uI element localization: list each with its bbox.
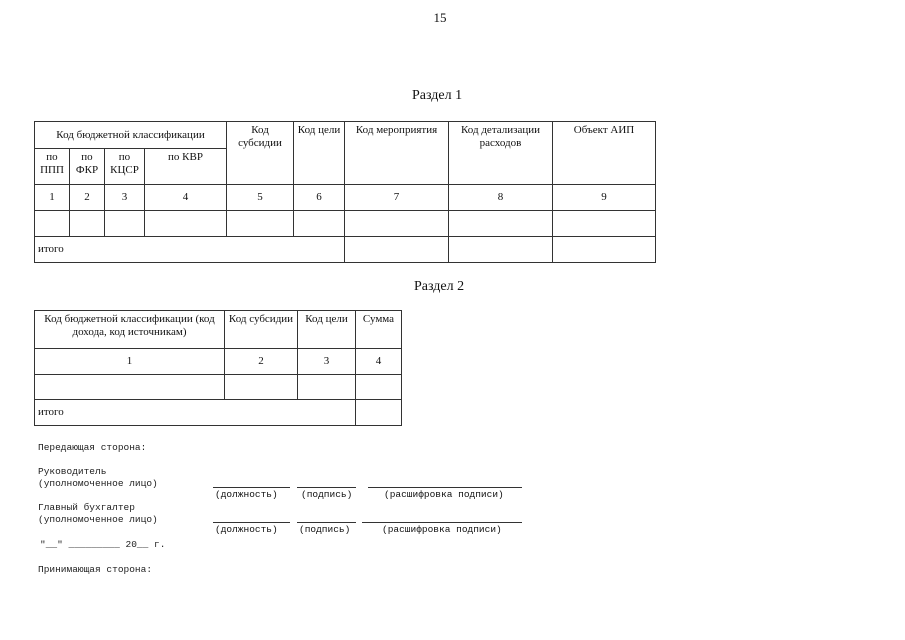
empty-cell[interactable] bbox=[70, 211, 105, 237]
empty-cell[interactable] bbox=[345, 211, 449, 237]
column-number: 6 bbox=[294, 185, 345, 211]
authorized-person-label: (уполномоченное лицо) bbox=[38, 514, 158, 525]
empty-cell[interactable] bbox=[449, 237, 553, 263]
subheader-ppp: по ППП bbox=[35, 149, 70, 185]
section-2-table bbox=[34, 310, 402, 426]
empty-cell[interactable] bbox=[298, 375, 356, 400]
empty-cell[interactable] bbox=[35, 375, 225, 400]
header-goal-code: Код цели bbox=[294, 122, 345, 185]
subheader-kvr: по КВР bbox=[145, 149, 227, 185]
signature-line[interactable] bbox=[297, 487, 356, 488]
empty-cell[interactable] bbox=[345, 237, 449, 263]
signature-caption: (подпись) bbox=[299, 524, 351, 535]
receiving-party-label: Принимающая сторона: bbox=[38, 564, 153, 575]
position-caption: (должность) bbox=[215, 489, 278, 500]
authorized-person-label: (уполномоченное лицо) bbox=[38, 478, 158, 489]
header-goal-code: Код цели bbox=[298, 311, 356, 349]
total-row bbox=[35, 237, 656, 263]
empty-cell[interactable] bbox=[145, 211, 227, 237]
empty-cell[interactable] bbox=[105, 211, 145, 237]
empty-cell[interactable] bbox=[553, 211, 656, 237]
empty-cell[interactable] bbox=[294, 211, 345, 237]
total-label: итого bbox=[35, 237, 345, 263]
transferring-party-label: Передающая сторона: bbox=[38, 442, 147, 453]
column-number: 3 bbox=[105, 185, 145, 211]
empty-cell[interactable] bbox=[225, 375, 298, 400]
subheader-kcsr: по КЦСР bbox=[105, 149, 145, 185]
header-aip-object: Объект АИП bbox=[553, 122, 656, 185]
column-number: 9 bbox=[553, 185, 656, 211]
position-line[interactable] bbox=[213, 487, 290, 488]
header-sum: Сумма bbox=[356, 311, 402, 349]
transcript-line[interactable] bbox=[362, 522, 522, 523]
position-caption: (должность) bbox=[215, 524, 278, 535]
subheader-fkr: по ФКР bbox=[70, 149, 105, 185]
empty-cell[interactable] bbox=[35, 211, 70, 237]
column-number: 4 bbox=[145, 185, 227, 211]
transcript-caption: (расшифровка подписи) bbox=[382, 524, 502, 535]
column-number: 1 bbox=[35, 185, 70, 211]
head-label: Руководитель bbox=[38, 466, 107, 477]
transcript-line[interactable] bbox=[368, 487, 522, 488]
empty-cell[interactable] bbox=[356, 375, 402, 400]
section-1-title: Раздел 1 bbox=[412, 88, 463, 103]
header-expense-detail-code: Код детализации расходов bbox=[449, 122, 553, 185]
column-number: 2 bbox=[70, 185, 105, 211]
transcript-caption: (расшифровка подписи) bbox=[384, 489, 504, 500]
column-number: 1 bbox=[35, 349, 225, 375]
column-number: 7 bbox=[345, 185, 449, 211]
header-subsidy-code: Код субсидии bbox=[225, 311, 298, 349]
signature-line[interactable] bbox=[297, 522, 356, 523]
header-budget-classification: Код бюджетной классификации (код дохода, код источникам) bbox=[35, 311, 225, 349]
column-number: 8 bbox=[449, 185, 553, 211]
header-budget-classification: Код бюджетной классификации bbox=[35, 122, 227, 149]
date-line[interactable]: "__" _________ 20__ г. bbox=[40, 539, 166, 550]
section-1-table bbox=[34, 121, 656, 263]
total-row bbox=[35, 400, 402, 426]
column-number: 5 bbox=[227, 185, 294, 211]
empty-cell[interactable] bbox=[553, 237, 656, 263]
header-event-code: Код мероприятия bbox=[345, 122, 449, 185]
position-line[interactable] bbox=[213, 522, 290, 523]
column-number: 4 bbox=[356, 349, 402, 375]
column-number: 2 bbox=[225, 349, 298, 375]
empty-cell[interactable] bbox=[227, 211, 294, 237]
page-number: 15 bbox=[433, 10, 447, 25]
chief-accountant-label: Главный бухгалтер bbox=[38, 502, 135, 513]
section-2-title: Раздел 2 bbox=[414, 279, 465, 294]
signature-caption: (подпись) bbox=[301, 489, 353, 500]
empty-cell[interactable] bbox=[449, 211, 553, 237]
table-row bbox=[35, 211, 656, 237]
column-number: 3 bbox=[298, 349, 356, 375]
header-subsidy-code: Код субсидии bbox=[227, 122, 294, 185]
empty-cell[interactable] bbox=[356, 400, 402, 426]
table-row bbox=[35, 375, 402, 400]
total-label: итого bbox=[35, 400, 356, 426]
